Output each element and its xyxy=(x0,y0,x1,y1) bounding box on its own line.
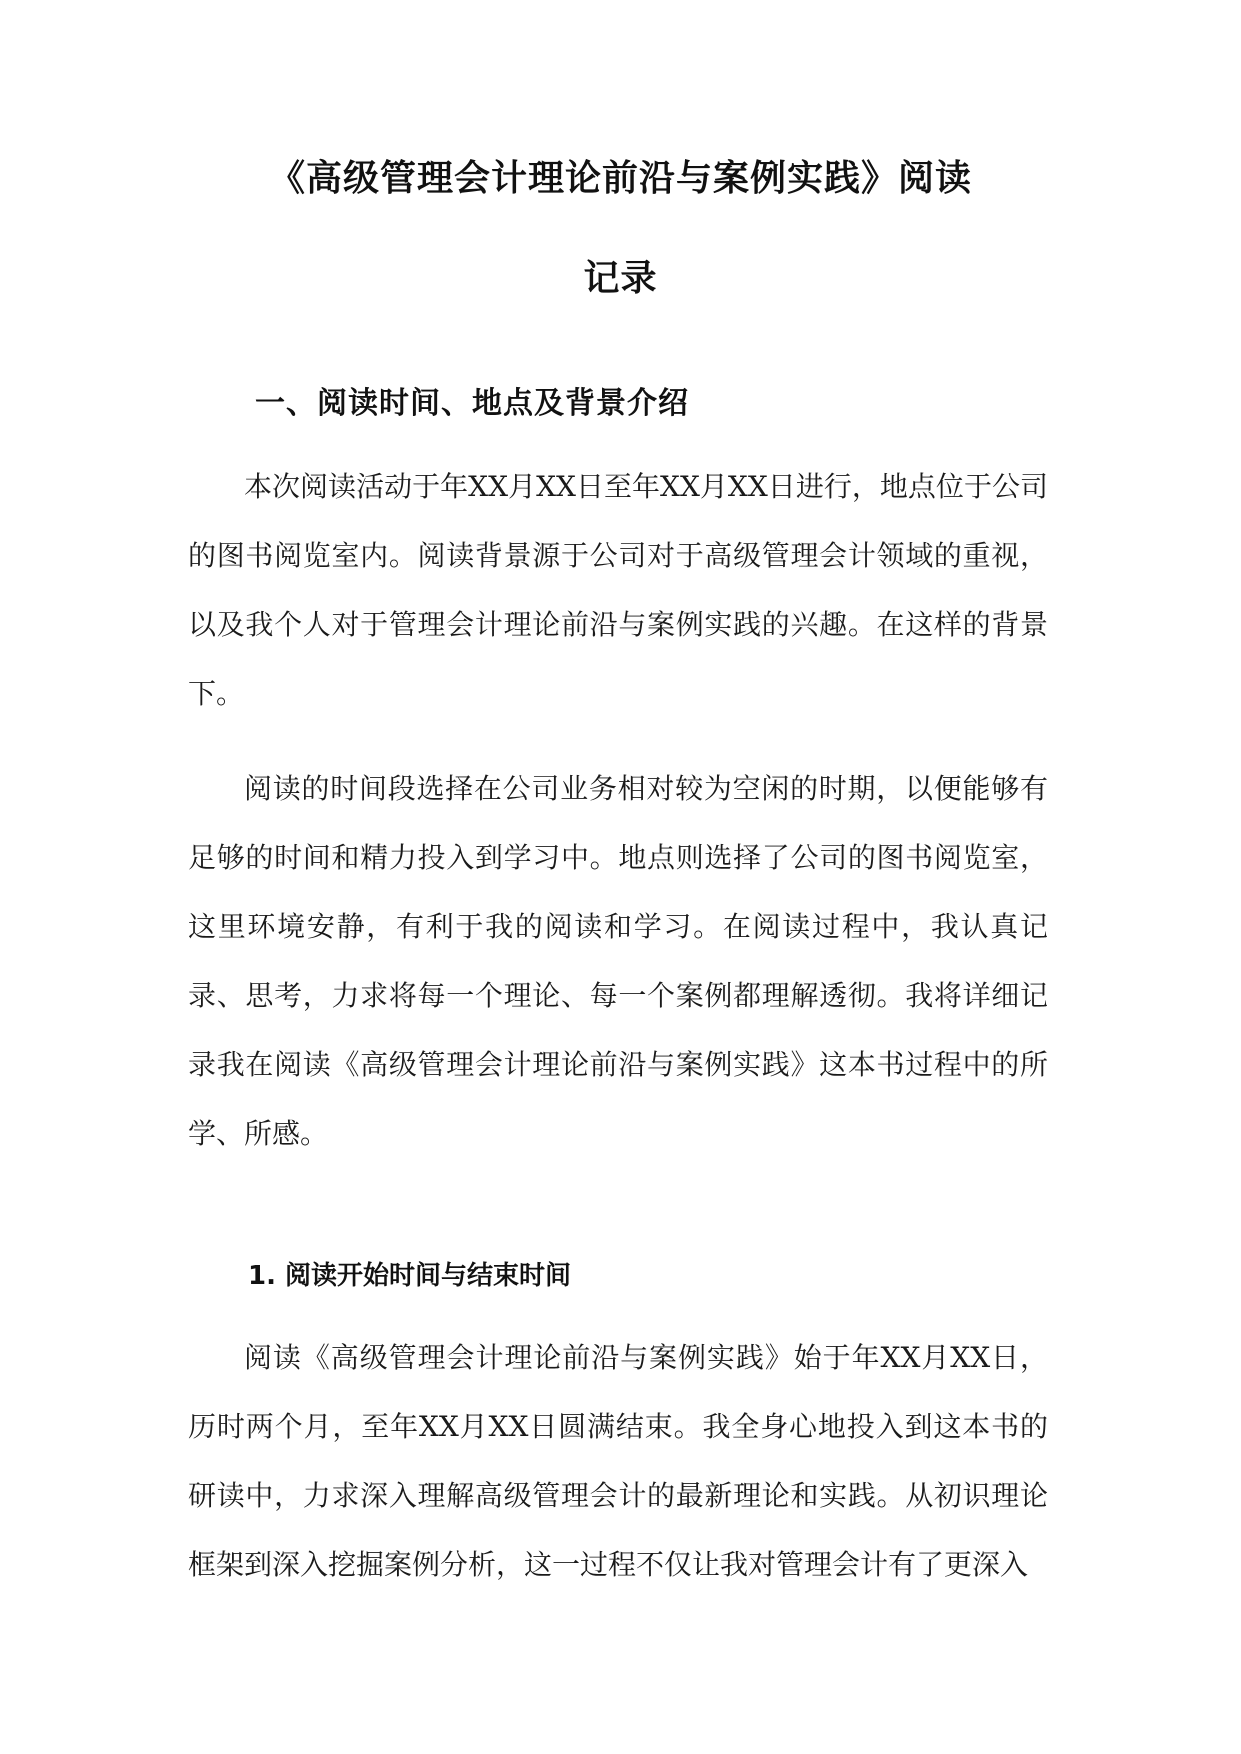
subsection-heading: 1. 阅读开始时间与结束时间 xyxy=(248,1261,572,1291)
document-title-line1: 《高级管理会计理论前沿与案例实践》阅读 xyxy=(268,158,972,199)
body-paragraph: 阅读《高级管理会计理论前沿与案例实践》始于年XX月XX日，历时两个月，至年XX月XX日圆满结束。我全身心地投入到这本书的研读中，力求深入理解高级管理会计的最新理论和实践。从初识理论框架到深入挖掘案例分析，这一过程不仅让我对管理会计有了更深入 xyxy=(188,1341,1048,1581)
body-paragraph: 阅读的时间段选择在公司业务相对较为空闲的时期，以便能够有足够的时间和精力投入到学习中。地点则选择了公司的图书阅览室，这里环境安静，有利于我的阅读和学习。在阅读过程中，我认真记录、思考，力求将每一个理论、每一个案例都理解透彻。我将详细记录我在阅读《高级管理会计理论前沿与案例实践》这本书过程中的所学、所感。 xyxy=(188,772,1048,1150)
section-heading: 一、阅读时间、地点及背景介绍 xyxy=(255,386,689,421)
body-paragraph: 本次阅读活动于年XX月XX日至年XX月XX日进行，地点位于公司的图书阅览室内。阅读背景源于公司对于高级管理会计领域的重视，以及我个人对于管理会计理论前沿与案例实践的兴趣。在这样的背景下。 xyxy=(188,470,1048,710)
document-title-line2: 记录 xyxy=(583,258,658,299)
